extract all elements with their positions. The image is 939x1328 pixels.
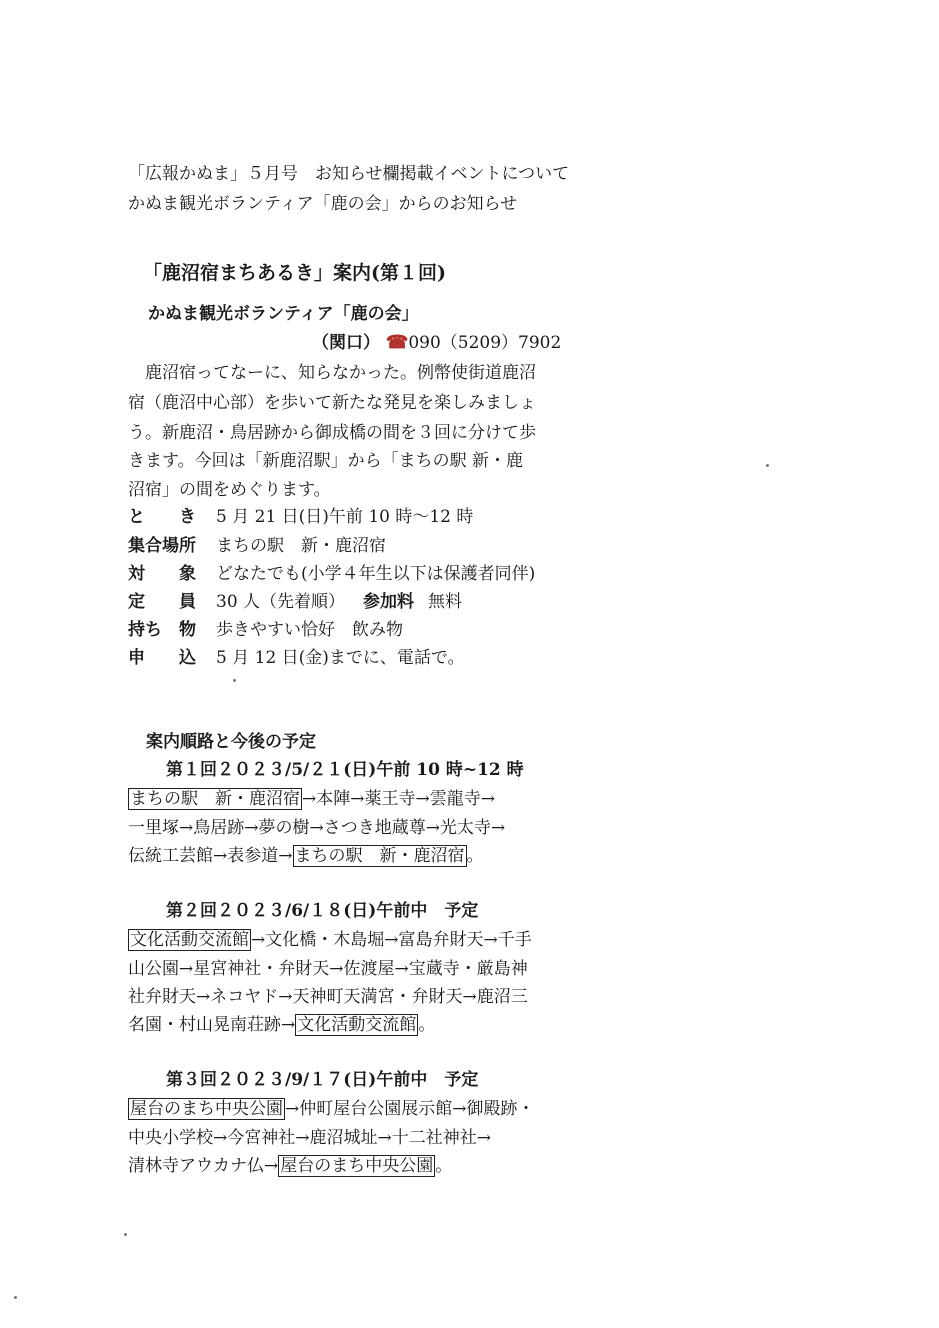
detail-label: 持ち 物 xyxy=(128,620,196,640)
round-2-route-line xyxy=(128,929,532,951)
round-1-route-line xyxy=(128,788,495,810)
round-2-route-line xyxy=(128,1014,435,1036)
contact-phone: 090（5209）7902 xyxy=(408,333,562,353)
route-text: →本陣→薬王寺→雲龍寺→ xyxy=(302,789,495,809)
detail-label: 申 込 xyxy=(128,648,196,668)
round-1-route-line xyxy=(128,817,505,839)
event-title: 「鹿沼宿まちあるき」案内(第１回) xyxy=(143,262,446,284)
phone-icon: ☎ xyxy=(385,332,409,353)
detail-label: 対 象 xyxy=(128,564,196,584)
route-text: 中央小学校→今宮神社→鹿沼城址→十二社神社→ xyxy=(128,1128,491,1148)
detail-row-date xyxy=(128,506,473,528)
round-1-header: 第１回２０２３/5/２１(日)午前 10 時~12 時 xyxy=(166,760,524,780)
route-text: 山公園→星宮神社・弁財天→佐渡屋→宝蔵寺・厳島神 xyxy=(128,959,528,979)
round-1-route-line xyxy=(128,845,484,867)
notice-line-2: かぬま観光ボランティア「鹿の会」からのお知らせ xyxy=(128,194,518,214)
description-line: 沼宿」の間をめぐります。 xyxy=(128,480,331,500)
event-organizer: かぬま観光ボランティア「鹿の会」 xyxy=(148,304,419,324)
detail-row-application xyxy=(128,647,465,669)
detail-value: どなたでも(小学４年生以下は保護者同伴) xyxy=(216,564,536,584)
round-3-header: 第３回２０２３/9/１７(日)午前中 予定 xyxy=(166,1070,479,1090)
fee-value: 無料 xyxy=(428,592,463,612)
route-text: 。 xyxy=(435,1156,453,1176)
detail-value: 歩きやすい恰好 飲み物 xyxy=(216,620,403,640)
route-stop-boxed: 文化活動交流館 xyxy=(130,930,249,950)
description-line: きます。今回は「新鹿沼駅」から「まちの駅 新・鹿 xyxy=(128,451,524,471)
round-2-route-line xyxy=(128,958,528,980)
round-3-route-line xyxy=(128,1155,452,1177)
round-3-route-line xyxy=(128,1127,491,1149)
fee-label: 参加料 xyxy=(363,592,415,612)
description-line: 鹿沼宿ってなーに、知らなかった。例幣使街道鹿沼 xyxy=(128,363,536,383)
round-2-route-line xyxy=(128,986,528,1008)
contact-name: （関口） xyxy=(312,333,380,353)
description-line: 宿（鹿沼中心部）を歩いて新たな発見を楽しみましょ xyxy=(128,393,536,413)
schedule-heading: 案内順路と今後の予定 xyxy=(146,732,316,752)
detail-value: 5 月 21 日(日)午前 10 時～12 時 xyxy=(216,507,474,527)
route-stop-boxed: 屋台のまち中央公園 xyxy=(130,1099,283,1119)
route-text: 一里塚→鳥居跡→夢の樹→さつき地蔵尊→光太寺→ xyxy=(128,818,506,838)
detail-value: まちの駅 新・鹿沼宿 xyxy=(216,536,386,556)
detail-value: 5 月 12 日(金)までに、電話で。 xyxy=(216,648,465,668)
detail-label: 集合場所 xyxy=(128,536,196,556)
route-text: 社弁財天→ネコヤド→天神町天満宮・弁財天→鹿沼三 xyxy=(128,987,528,1007)
round-2-header: 第２回２０２３/6/１８(日)午前中 予定 xyxy=(166,901,479,921)
route-stop-boxed: まちの駅 新・鹿沼宿 xyxy=(294,846,465,866)
round-3-route-line xyxy=(128,1098,535,1120)
detail-row-capacity xyxy=(128,591,462,613)
detail-label: 定 員 xyxy=(128,592,196,612)
scan-speck xyxy=(233,679,236,682)
route-text: 。 xyxy=(466,846,484,866)
route-text: 名園・村山晃南荘跡→ xyxy=(128,1015,296,1035)
route-text: 。 xyxy=(418,1015,436,1035)
detail-row-belongings xyxy=(128,619,403,641)
contact-line xyxy=(312,332,561,354)
detail-label: と き xyxy=(128,507,196,527)
route-text: 伝統工芸館→表参道→ xyxy=(128,846,293,866)
route-stop-boxed: まちの駅 新・鹿沼宿 xyxy=(130,789,300,809)
description-line: う。新鹿沼・鳥居跡から御成橋の間を３回に分けて歩 xyxy=(128,423,536,443)
scan-speck xyxy=(124,1233,127,1236)
route-text: →仲町屋台公園展示館→御殿跡・ xyxy=(285,1099,535,1119)
detail-row-meeting-place xyxy=(128,535,386,557)
route-stop-boxed: 文化活動交流館 xyxy=(297,1015,417,1035)
scan-speck xyxy=(766,464,769,467)
detail-row-target xyxy=(128,563,535,585)
scan-speck xyxy=(14,1296,17,1299)
route-text: 清林寺アウカナ仏→ xyxy=(128,1156,279,1176)
route-stop-boxed: 屋台のまち中央公園 xyxy=(280,1156,434,1176)
route-text: →文化橋・木島堀→富島弁財天→千手 xyxy=(251,930,532,950)
notice-line-1: 「広報かぬま」５月号 お知らせ欄掲載イベントについて xyxy=(128,164,570,184)
detail-value: 30 人（先着順） xyxy=(216,592,346,612)
